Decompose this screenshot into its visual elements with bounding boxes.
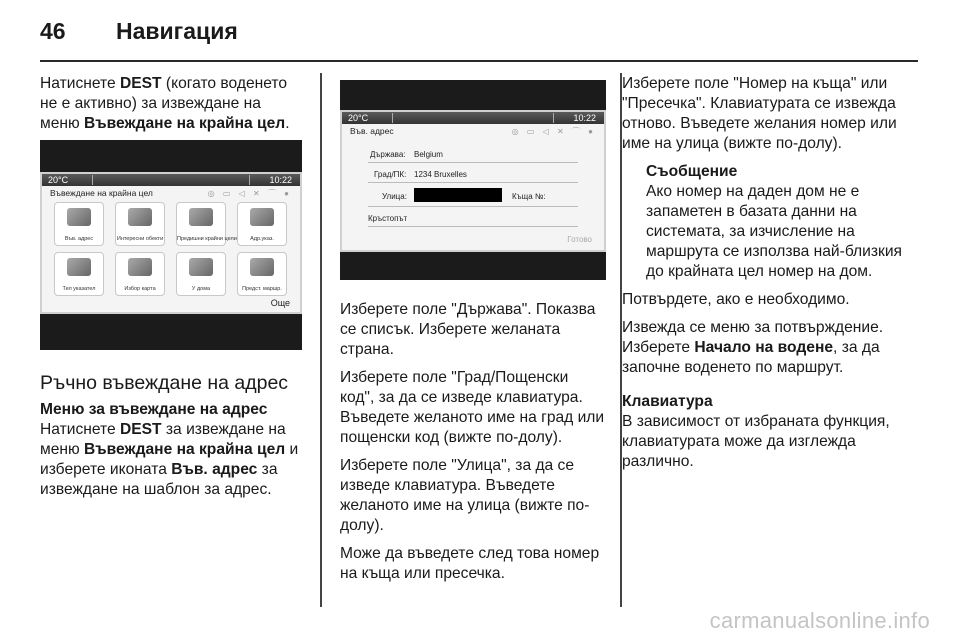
tile-address-entry: Във. адрес	[54, 202, 104, 246]
page-title: Навигация	[116, 18, 238, 44]
note-body: Ако номер на даден дом не е запаметен в базата данни на системата, за изчисление на маршрута се използва най-близкия до крайната цел номер на дом.	[646, 183, 902, 280]
home-icon	[189, 258, 213, 276]
tile-select-map: Избор карта	[115, 252, 165, 296]
note-title: Съобщение	[646, 163, 738, 180]
text: Натиснете	[40, 75, 120, 92]
clock: 10:22	[269, 175, 292, 185]
tile-address-book: Адр.указ.	[237, 202, 287, 246]
subsection-heading: Меню за въвеждане на адрес	[40, 401, 268, 418]
destination-menu-screen	[40, 172, 302, 314]
column-1-intro	[40, 74, 302, 142]
address-entry-screenshot	[340, 80, 606, 280]
street-field-redacted	[414, 188, 502, 202]
destination-menu-screenshot	[40, 140, 302, 350]
book-icon	[250, 208, 274, 226]
flag-icon	[189, 208, 213, 226]
address-menu-paragraph: Натиснете DEST за извеждане на меню Въвеждане на крайна цел и изберете иконата Във. адрес за извеждане на шаблон за адрес.	[40, 421, 299, 498]
phonebook-icon	[67, 258, 91, 276]
column-separator-1	[320, 73, 322, 607]
dest-key-label: DEST	[119, 421, 162, 438]
column-1-section	[40, 370, 302, 508]
paragraph-confirm: Потвърдете, ако е необходимо.	[622, 291, 850, 308]
status-icons: ◎ ▭ ◁ ✕ ⌒ ●	[207, 189, 292, 198]
map-icon	[67, 208, 91, 226]
tile-home: У дома	[176, 252, 226, 296]
page-number: 46	[40, 18, 66, 44]
keyboard-paragraph: В зависимост от избраната функция, клавиатурата може да изглежда различно.	[622, 413, 890, 470]
city-value: 1234 Bruxelles	[414, 170, 467, 179]
tile-previous-destinations: Предишни крайни цели	[176, 202, 226, 246]
paragraph-start-guidance: Извежда се меню за потвърждение. Изберете Начало на водене, за да започне воденето по маршрут.	[622, 319, 884, 376]
clock: 10:22	[573, 113, 596, 123]
note-box	[622, 162, 906, 282]
paragraph-house-number: Изберете поле "Номер на къща" или "Пресечка". Клавиатурата се извежда отново. Въведете желания номер или име на улица (вижте по-долу).	[622, 75, 897, 152]
street-label: Улица:	[382, 192, 407, 201]
intro-paragraph	[40, 74, 302, 134]
dest-key-label: DEST	[119, 75, 162, 92]
paragraph-house: Може да въведете след това номер на къща или пресечка.	[340, 545, 600, 582]
header-rule	[40, 60, 918, 62]
text: .	[285, 115, 290, 132]
column-3-text	[622, 74, 906, 480]
map-icon	[128, 258, 152, 276]
text: (когато воденето не е активно) за извеждане на меню	[40, 75, 288, 132]
paragraph-street: Изберете поле "Улица", за да се изведе клавиатура. Въведете желаното име на улица (вижте по-долу).	[340, 457, 590, 534]
temperature: 20°C	[348, 113, 369, 123]
done-label: Готово	[567, 235, 592, 244]
address-entry-screen	[340, 110, 606, 252]
poi-icon	[128, 208, 152, 226]
house-number-label: Къща №:	[512, 192, 546, 201]
keyboard-heading: Клавиатура	[622, 393, 713, 410]
screen-title: Въвеждане на крайна цел	[50, 188, 153, 198]
status-icons: ◎ ▭ ◁ ✕ ⌒ ●	[511, 127, 596, 136]
tile-planned-route: Предст. маршр.	[237, 252, 287, 296]
more-label: Още	[270, 298, 290, 308]
route-icon	[250, 258, 274, 276]
column-2-text	[340, 300, 606, 592]
paragraph-country: Изберете поле "Държава". Показва се списък. Изберете желаната страна.	[340, 301, 596, 358]
tile-phonebook: Тел указател	[54, 252, 104, 296]
tile-poi: Интересни обекти	[115, 202, 165, 246]
icon-name: Във. адрес	[171, 461, 258, 478]
watermark: carmanualsonline.info	[709, 608, 930, 633]
screen-title: Във. адрес	[350, 126, 394, 136]
menu-name: Въвеждане на крайна цел	[84, 115, 286, 132]
city-label: Град/ПК:	[374, 170, 407, 179]
crossing-label: Кръстопът	[368, 214, 408, 223]
start-guidance-label: Начало на водене	[694, 339, 834, 356]
temperature: 20°C	[48, 175, 69, 185]
country-value: Belgium	[414, 150, 443, 159]
country-label: Държава:	[370, 150, 406, 159]
status-bar	[342, 112, 604, 124]
section-heading: Ръчно въвеждане на адрес	[40, 372, 289, 394]
menu-name: Въвеждане на крайна цел	[84, 441, 286, 458]
paragraph-city: Изберете поле "Град/Пощенски код", за да се изведе клавиатура. Въведете желаното име на град или пощенски код (вижте по-долу).	[340, 369, 605, 446]
status-bar	[42, 174, 300, 186]
